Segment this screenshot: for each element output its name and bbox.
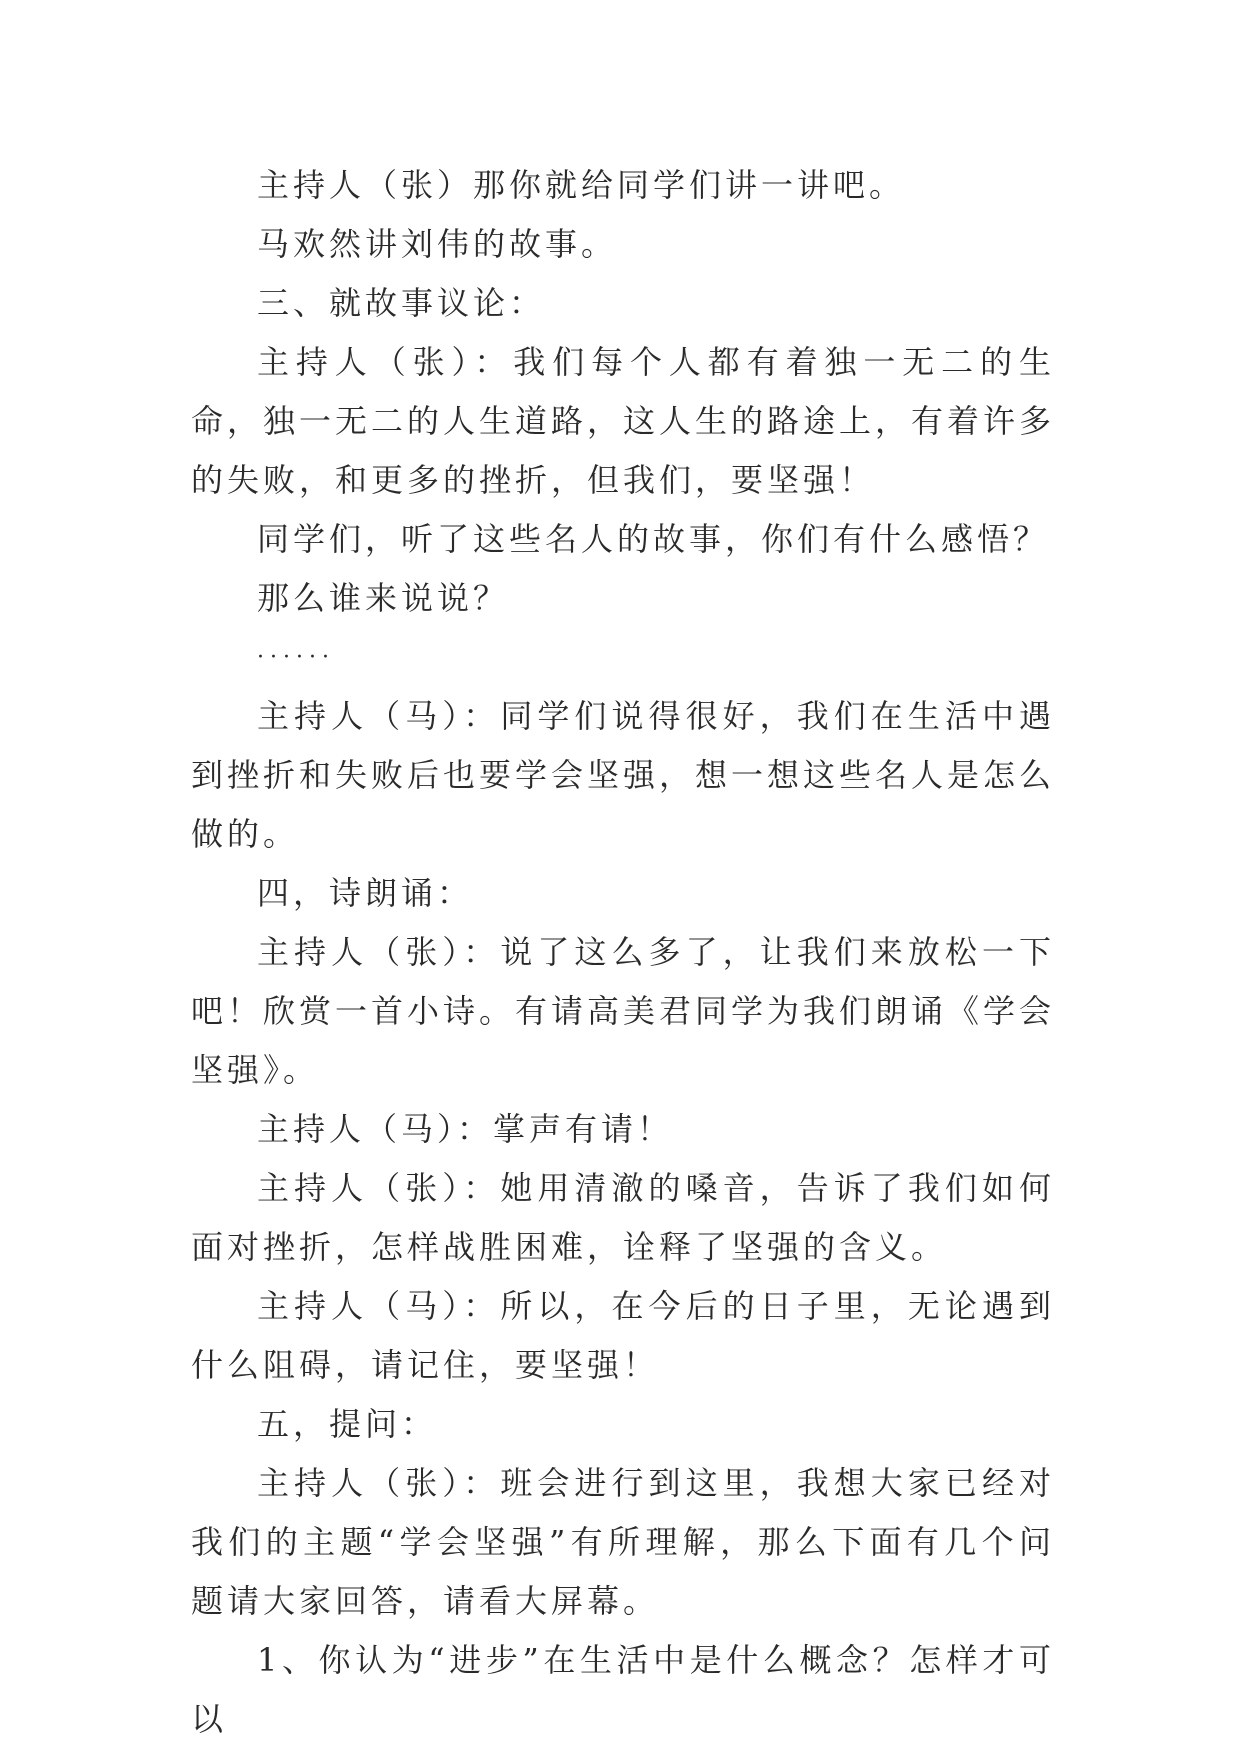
document-body bbox=[191, 156, 1055, 1749]
paragraph-host-zhang-ask: 主持人（张）那你就给同学们讲一讲吧。 bbox=[257, 166, 906, 204]
paragraph-ma-story: 马欢然讲刘伟的故事。 bbox=[257, 225, 618, 263]
paragraph-host-ma-remember: 主持人（马）：所以，在今后的日子里，无论遇到什么阻碍，请记住，要坚强！ bbox=[191, 1287, 1055, 1384]
section-heading-discussion: 三、就故事议论： bbox=[257, 284, 546, 322]
question-item-1: 1、你认为“进步”在生活中是什么概念？怎样才可以 bbox=[191, 1641, 1055, 1738]
paragraph-host-zhang-poem: 主持人（张）：说了这么多了，让我们来放松一下吧！欣赏一首小诗。有请高美君同学为我们朗诵《学会坚强》。 bbox=[191, 933, 1056, 1089]
paragraph-host-zhang-life: 主持人（张）：我们每个人都有着独一无二的生命，独一无二的人生道路，这人生的路途上，有着许多的失败，和更多的挫折，但我们，要坚强！ bbox=[191, 343, 1056, 499]
paragraph-classmates-question: 同学们，听了这些名人的故事，你们有什么感悟？ bbox=[257, 520, 1050, 558]
paragraph-who-speaks: 那么谁来说说？ bbox=[257, 579, 510, 617]
paragraph-host-zhang-theme: 主持人（张）：班会进行到这里，我想大家已经对我们的主题“学会坚强”有所理解，那么下面有几个问题请大家回答，请看大屏幕。 bbox=[191, 1464, 1055, 1620]
ellipsis-line: ······ bbox=[257, 645, 335, 670]
section-heading-questions: 五，提问： bbox=[257, 1405, 438, 1443]
section-heading-poem: 四，诗朗诵： bbox=[257, 874, 474, 912]
paragraph-host-ma-summary: 主持人（马）：同学们说得很好，我们在生活中遇到挫折和失败后也要学会坚强，想一想这些名人是怎么做的。 bbox=[191, 697, 1056, 853]
paragraph-host-ma-applause: 主持人（马）：掌声有请！ bbox=[257, 1110, 674, 1148]
paragraph-host-zhang-voice: 主持人（张）：她用清澈的嗓音，告诉了我们如何面对挫折，怎样战胜困难，诠释了坚强的含义。 bbox=[191, 1169, 1055, 1266]
